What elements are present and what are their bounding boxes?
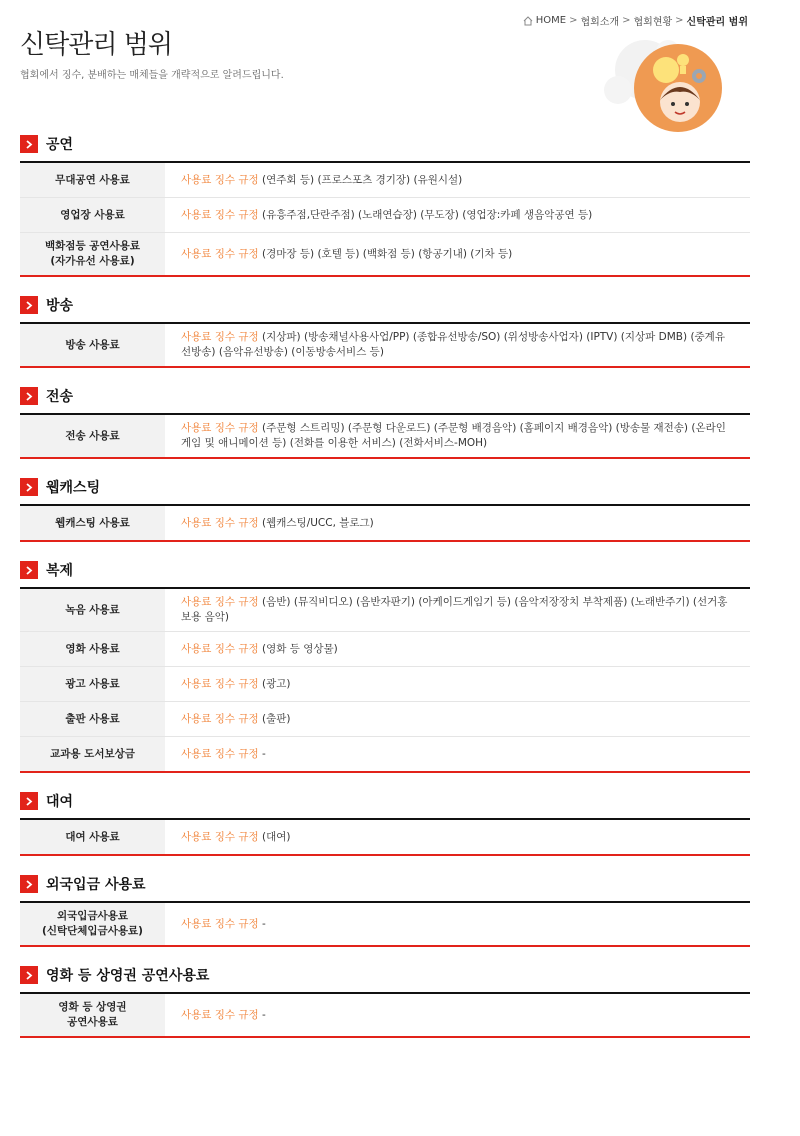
fee-items: (음반) (뮤직비디오) (음반자판기) (아케이드게임기 등) (음악저장장치 부착제품) (노래반주기) (선거홍보용 음악) [181, 596, 728, 623]
fee-category-label-line: 영화 사용료 [65, 642, 120, 655]
fee-table [20, 992, 750, 1038]
fee-category-label-line: 영업장 사용료 [60, 208, 125, 221]
fee-category-label [20, 323, 165, 367]
fee-category-label-line: 전송 사용료 [65, 429, 120, 442]
fee-items: - [258, 1008, 266, 1021]
fee-items: (영화 등 영상물) [258, 642, 338, 655]
fee-description [165, 902, 750, 946]
fee-category-label-line: 출판 사용료 [65, 712, 120, 725]
fee-table [20, 161, 750, 277]
fee-items: (출판) [258, 712, 291, 725]
breadcrumb-home[interactable]: HOME [535, 15, 567, 26]
section-header [20, 387, 750, 405]
chevron-right-icon [20, 387, 38, 405]
fee-table [20, 587, 750, 773]
fee-description [165, 588, 750, 632]
section [20, 561, 750, 773]
fee-category-label [20, 993, 165, 1037]
fee-category-label [20, 737, 165, 773]
fee-category-label [20, 667, 165, 702]
fee-items: - [258, 747, 266, 760]
fee-table [20, 322, 750, 368]
table-row [20, 414, 750, 458]
chevron-right-icon [20, 792, 38, 810]
fee-rule-link[interactable]: 사용료 징수 규정 [181, 712, 259, 725]
section [20, 135, 750, 277]
table-row [20, 667, 750, 702]
fee-category-label-line: 방송 사용료 [65, 338, 120, 351]
table-row [20, 902, 750, 946]
fee-description [165, 667, 750, 702]
chevron-right-icon: > [569, 15, 578, 26]
fee-category-label [20, 632, 165, 667]
fee-items: (지상파) (방송채널사용사업/PP) (종합유선방송/SO) (위성방송사업자) (IPTV) (지상파 DMB) (중계유선방송) (음악유선방송) (이동방송서비스 등) [181, 331, 725, 358]
chevron-right-icon [20, 296, 38, 314]
section-title: 복제 [46, 563, 74, 579]
fee-rule-link[interactable]: 사용료 징수 규정 [181, 516, 259, 529]
fee-category-label-line: (자가유선 사용료) [50, 255, 135, 267]
section-header [20, 296, 750, 314]
fee-category-label [20, 414, 165, 458]
fee-items: - [258, 917, 266, 930]
breadcrumb-current: 신탁관리 범위 [686, 17, 748, 28]
fee-category-label-line: (신탁단체입금사용료) [42, 925, 143, 937]
fee-rule-link[interactable]: 사용료 징수 규정 [181, 596, 259, 608]
section [20, 387, 750, 459]
fee-category-label [20, 162, 165, 198]
fee-category-label-line: 무대공연 사용료 [55, 173, 130, 186]
section-title: 대여 [46, 794, 74, 810]
fee-category-label-line: 녹음 사용료 [65, 603, 120, 616]
scope-content [20, 135, 750, 1057]
table-row [20, 162, 750, 198]
table-row [20, 993, 750, 1037]
fee-description [165, 505, 750, 541]
section-title: 공연 [46, 137, 74, 153]
section-header [20, 135, 750, 153]
fee-category-label-line: 웹캐스팅 사용료 [55, 516, 130, 529]
chevron-right-icon [20, 135, 38, 153]
fee-category-label-line: 광고 사용료 [65, 677, 120, 690]
table-row [20, 819, 750, 855]
fee-items: (주문형 스트리밍) (주문형 다운로드) (주문형 배경음악) (홈페이지 배경음악) (방송물 재전송) (온라인 게임 및 애니메이션 등) (전화를 이용한 서비스) (전화서비스-MOH) [181, 422, 726, 449]
chevron-right-icon: > [675, 15, 684, 26]
fee-category-label [20, 505, 165, 541]
fee-category-label-line: 교과용 도서보상금 [50, 747, 135, 760]
fee-rule-link[interactable]: 사용료 징수 규정 [181, 247, 259, 260]
table-row [20, 233, 750, 277]
fee-items: (대여) [258, 830, 291, 843]
section-title: 외국입금 사용료 [46, 877, 146, 893]
fee-rule-link[interactable]: 사용료 징수 규정 [181, 677, 259, 690]
fee-category-label [20, 198, 165, 233]
fee-category-label [20, 819, 165, 855]
section [20, 792, 750, 856]
section-header [20, 561, 750, 579]
fee-rule-link[interactable]: 사용료 징수 규정 [181, 331, 259, 343]
breadcrumb [523, 13, 748, 28]
fee-table [20, 504, 750, 542]
fee-category-label-line: 외국입금사용료 [56, 910, 128, 922]
section-title: 전송 [46, 389, 74, 405]
fee-category-label-line: 백화점등 공연사용료 [45, 240, 140, 252]
fee-table [20, 818, 750, 856]
home-icon [523, 16, 533, 26]
table-row [20, 702, 750, 737]
section [20, 966, 750, 1038]
chevron-right-icon [20, 875, 38, 893]
fee-description [165, 233, 750, 277]
idea-character-illustration-icon [590, 30, 730, 140]
fee-category-label [20, 902, 165, 946]
fee-description [165, 632, 750, 667]
page-subtitle: 협회에서 징수, 분배하는 매체들을 개략적으로 알려드립니다. [20, 70, 284, 81]
table-row [20, 198, 750, 233]
section-title: 웹캐스팅 [46, 480, 101, 496]
fee-table [20, 901, 750, 947]
fee-description [165, 819, 750, 855]
fee-category-label [20, 588, 165, 632]
chevron-right-icon [20, 478, 38, 496]
section [20, 478, 750, 542]
section-title: 방송 [46, 298, 74, 314]
fee-description [165, 702, 750, 737]
section-header [20, 966, 750, 984]
table-row [20, 323, 750, 367]
table-row [20, 505, 750, 541]
fee-category-label [20, 233, 165, 277]
table-row [20, 588, 750, 632]
section-header [20, 792, 750, 810]
fee-items: (경마장 등) (호텔 등) (백화점 등) (항공기내) (기차 등) [258, 247, 513, 260]
chevron-right-icon: > [622, 15, 631, 26]
fee-rule-link[interactable]: 사용료 징수 규정 [181, 747, 259, 760]
fee-category-label-line: 대여 사용료 [65, 830, 120, 843]
breadcrumb-about[interactable]: 협회소개 [580, 17, 620, 28]
fee-items: (유흥주점,단란주점) (노래연습장) (무도장) (영업장:카페 생음악공연 등) [258, 208, 593, 221]
fee-rule-link[interactable]: 사용료 징수 규정 [181, 422, 259, 434]
section [20, 296, 750, 368]
fee-description [165, 737, 750, 773]
chevron-right-icon [20, 966, 38, 984]
section-header [20, 875, 750, 893]
fee-items: (연주회 등) (프로스포츠 경기장) (유원시설) [258, 173, 463, 186]
fee-items: (웹캐스팅/UCC, 블로그) [258, 516, 374, 529]
fee-description [165, 198, 750, 233]
fee-rule-link[interactable]: 사용료 징수 규정 [181, 173, 259, 186]
section-title: 영화 등 상영권 공연사용료 [46, 968, 210, 984]
table-row [20, 632, 750, 667]
table-row [20, 737, 750, 773]
fee-category-label-line: 공연사용료 [67, 1016, 118, 1028]
fee-rule-link[interactable]: 사용료 징수 규정 [181, 917, 259, 930]
fee-category-label-line: 영화 등 상영권 [58, 1001, 127, 1013]
section-header [20, 478, 750, 496]
fee-description [165, 993, 750, 1037]
breadcrumb-status[interactable]: 협회현황 [633, 17, 673, 28]
page-title: 신탁관리 범위 [20, 30, 172, 60]
fee-category-label [20, 702, 165, 737]
fee-rule-link[interactable]: 사용료 징수 규정 [181, 642, 259, 655]
fee-rule-link[interactable]: 사용료 징수 규정 [181, 830, 259, 843]
fee-rule-link[interactable]: 사용료 징수 규정 [181, 208, 259, 221]
chevron-right-icon [20, 561, 38, 579]
fee-description [165, 162, 750, 198]
fee-rule-link[interactable]: 사용료 징수 규정 [181, 1008, 259, 1021]
fee-description [165, 414, 750, 458]
fee-items: (광고) [258, 677, 291, 690]
section [20, 875, 750, 947]
fee-description [165, 323, 750, 367]
fee-table [20, 413, 750, 459]
